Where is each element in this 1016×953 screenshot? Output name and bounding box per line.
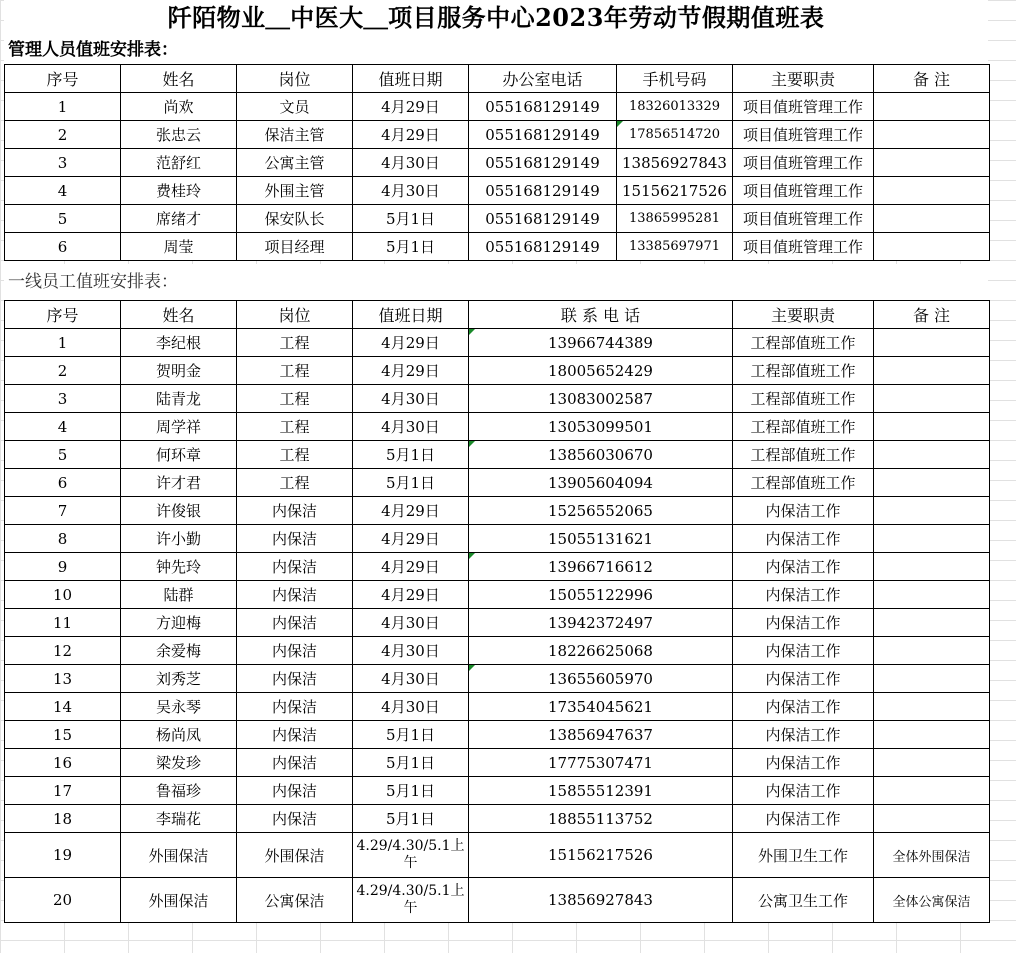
cell-duty: 外围卫生工作 bbox=[733, 833, 874, 878]
cell-note bbox=[874, 385, 990, 413]
cell-phone: 18005652429 bbox=[469, 357, 733, 385]
cell-no: 15 bbox=[5, 721, 121, 749]
cell-date: 4月30日 bbox=[353, 413, 469, 441]
cell-phone: 13856947637 bbox=[469, 721, 733, 749]
cell-date: 4.29/4.30/5.1上午 bbox=[353, 878, 469, 923]
cell-phone: 13856927843 bbox=[469, 878, 733, 923]
cell-name: 钟先玲 bbox=[121, 553, 237, 581]
column-header: 备 注 bbox=[874, 65, 990, 93]
cell-no: 14 bbox=[5, 693, 121, 721]
cell-date: 4月29日 bbox=[353, 357, 469, 385]
cell-duty: 工程部值班工作 bbox=[733, 413, 874, 441]
table-row bbox=[5, 721, 990, 749]
cell-name: 李瑞花 bbox=[121, 805, 237, 833]
table-row bbox=[5, 637, 990, 665]
table-row bbox=[5, 149, 990, 177]
cell-no: 18 bbox=[5, 805, 121, 833]
cell-phone: 15855512391 bbox=[469, 777, 733, 805]
cell-note bbox=[874, 693, 990, 721]
cell-phone: 15055122996 bbox=[469, 581, 733, 609]
cell-date: 4月29日 bbox=[353, 93, 469, 121]
cell-date: 4.29/4.30/5.1上午 bbox=[353, 833, 469, 878]
cell-no: 6 bbox=[5, 469, 121, 497]
cell-name: 杨尚凤 bbox=[121, 721, 237, 749]
cell-mobile: 18326013329 bbox=[617, 93, 733, 121]
cell-name: 外围保洁 bbox=[121, 878, 237, 923]
cell-post: 保安队长 bbox=[237, 205, 353, 233]
cell-post: 保洁主管 bbox=[237, 121, 353, 149]
table-row bbox=[5, 357, 990, 385]
column-header: 岗位 bbox=[237, 65, 353, 93]
cell-name: 刘秀芝 bbox=[121, 665, 237, 693]
cell-date: 4月29日 bbox=[353, 121, 469, 149]
cell-no: 16 bbox=[5, 749, 121, 777]
cell-name: 贺明金 bbox=[121, 357, 237, 385]
table-row bbox=[5, 93, 990, 121]
cell-phone: 17354045621 bbox=[469, 693, 733, 721]
cell-no: 7 bbox=[5, 497, 121, 525]
cell-office: 055168129149 bbox=[469, 93, 617, 121]
cell-no: 12 bbox=[5, 637, 121, 665]
table-row bbox=[5, 609, 990, 637]
cell-no: 19 bbox=[5, 833, 121, 878]
table-row bbox=[5, 205, 990, 233]
cell-note bbox=[874, 721, 990, 749]
table-row bbox=[5, 693, 990, 721]
cell-post: 项目经理 bbox=[237, 233, 353, 261]
table-row bbox=[5, 497, 990, 525]
cell-note bbox=[874, 777, 990, 805]
management-duty-table bbox=[4, 64, 990, 261]
table-row bbox=[5, 233, 990, 261]
cell-duty: 工程部值班工作 bbox=[733, 385, 874, 413]
cell-mobile: 13385697971 bbox=[617, 233, 733, 261]
cell-phone: 17775307471 bbox=[469, 749, 733, 777]
cell-post: 内保洁 bbox=[237, 525, 353, 553]
cell-post: 公寓主管 bbox=[237, 149, 353, 177]
cell-date: 4月30日 bbox=[353, 609, 469, 637]
table-row bbox=[5, 878, 990, 923]
table-header-row bbox=[5, 65, 990, 93]
cell-duty: 项目值班管理工作 bbox=[733, 177, 874, 205]
cell-post: 工程 bbox=[237, 413, 353, 441]
cell-duty: 内保洁工作 bbox=[733, 525, 874, 553]
cell-no: 9 bbox=[5, 553, 121, 581]
cell-date: 4月30日 bbox=[353, 693, 469, 721]
cell-duty: 公寓卫生工作 bbox=[733, 878, 874, 923]
table-row bbox=[5, 329, 990, 357]
cell-no: 11 bbox=[5, 609, 121, 637]
section-title-management: 管理人员值班安排表： bbox=[4, 36, 988, 64]
cell-date: 5月1日 bbox=[353, 777, 469, 805]
cell-name: 吴永琴 bbox=[121, 693, 237, 721]
table-row bbox=[5, 385, 990, 413]
column-header: 备 注 bbox=[874, 301, 990, 329]
cell-post: 工程 bbox=[237, 385, 353, 413]
table-row bbox=[5, 553, 990, 581]
cell-date: 4月30日 bbox=[353, 385, 469, 413]
column-header: 序号 bbox=[5, 301, 121, 329]
cell-no: 1 bbox=[5, 329, 121, 357]
cell-post: 内保洁 bbox=[237, 581, 353, 609]
cell-no: 4 bbox=[5, 413, 121, 441]
cell-no: 6 bbox=[5, 233, 121, 261]
cell-name: 许才君 bbox=[121, 469, 237, 497]
cell-note bbox=[874, 149, 990, 177]
table-row bbox=[5, 121, 990, 149]
table-row bbox=[5, 581, 990, 609]
cell-office: 055168129149 bbox=[469, 121, 617, 149]
cell-phone: 13942372497 bbox=[469, 609, 733, 637]
column-header: 姓名 bbox=[121, 65, 237, 93]
cell-date: 4月29日 bbox=[353, 553, 469, 581]
cell-note: 全体公寓保洁 bbox=[874, 878, 990, 923]
cell-post: 内保洁 bbox=[237, 777, 353, 805]
cell-note bbox=[874, 441, 990, 469]
cell-date: 5月1日 bbox=[353, 749, 469, 777]
table-row bbox=[5, 177, 990, 205]
cell-date: 4月30日 bbox=[353, 177, 469, 205]
cell-no: 5 bbox=[5, 441, 121, 469]
cell-date: 4月29日 bbox=[353, 581, 469, 609]
cell-date: 4月29日 bbox=[353, 329, 469, 357]
cell-phone: 13856030670 bbox=[469, 441, 733, 469]
cell-phone: 15055131621 bbox=[469, 525, 733, 553]
cell-duty: 内保洁工作 bbox=[733, 553, 874, 581]
cell-name: 鲁福珍 bbox=[121, 777, 237, 805]
page-title: 阡陌物业＿中医大＿项目服务中心2023年劳动节假期值班表 bbox=[4, 0, 988, 36]
table-row bbox=[5, 469, 990, 497]
cell-mobile: 15156217526 bbox=[617, 177, 733, 205]
cell-post: 外围保洁 bbox=[237, 833, 353, 878]
cell-duty: 工程部值班工作 bbox=[733, 357, 874, 385]
cell-duty: 内保洁工作 bbox=[733, 749, 874, 777]
cell-no: 17 bbox=[5, 777, 121, 805]
table-row bbox=[5, 777, 990, 805]
cell-duty: 工程部值班工作 bbox=[733, 329, 874, 357]
column-header: 序号 bbox=[5, 65, 121, 93]
cell-mobile: 13865995281 bbox=[617, 205, 733, 233]
cell-date: 5月1日 bbox=[353, 721, 469, 749]
cell-post: 内保洁 bbox=[237, 721, 353, 749]
cell-name: 陆群 bbox=[121, 581, 237, 609]
column-header: 主要职责 bbox=[733, 301, 874, 329]
cell-name: 尚欢 bbox=[121, 93, 237, 121]
cell-post: 工程 bbox=[237, 441, 353, 469]
cell-duty: 内保洁工作 bbox=[733, 693, 874, 721]
cell-no: 1 bbox=[5, 93, 121, 121]
cell-post: 内保洁 bbox=[237, 553, 353, 581]
column-header: 值班日期 bbox=[353, 301, 469, 329]
cell-phone: 15256552065 bbox=[469, 497, 733, 525]
cell-duty: 工程部值班工作 bbox=[733, 469, 874, 497]
cell-no: 13 bbox=[5, 665, 121, 693]
cell-phone: 13655605970 bbox=[469, 665, 733, 693]
cell-post: 内保洁 bbox=[237, 665, 353, 693]
column-header: 手机号码 bbox=[617, 65, 733, 93]
cell-duty: 内保洁工作 bbox=[733, 637, 874, 665]
cell-post: 内保洁 bbox=[237, 497, 353, 525]
cell-note bbox=[874, 177, 990, 205]
cell-name: 梁发珍 bbox=[121, 749, 237, 777]
cell-office: 055168129149 bbox=[469, 177, 617, 205]
cell-name: 许俊银 bbox=[121, 497, 237, 525]
cell-note bbox=[874, 469, 990, 497]
cell-note bbox=[874, 121, 990, 149]
table-header-row bbox=[5, 301, 990, 329]
cell-mobile: 13856927843 bbox=[617, 149, 733, 177]
cell-note bbox=[874, 609, 990, 637]
cell-duty: 内保洁工作 bbox=[733, 805, 874, 833]
cell-no: 20 bbox=[5, 878, 121, 923]
cell-note bbox=[874, 581, 990, 609]
cell-name: 周学祥 bbox=[121, 413, 237, 441]
table-row bbox=[5, 805, 990, 833]
cell-date: 4月29日 bbox=[353, 497, 469, 525]
cell-post: 外围主管 bbox=[237, 177, 353, 205]
cell-post: 工程 bbox=[237, 357, 353, 385]
cell-post: 文员 bbox=[237, 93, 353, 121]
cell-name: 周莹 bbox=[121, 233, 237, 261]
cell-duty: 内保洁工作 bbox=[733, 777, 874, 805]
cell-name: 余爱梅 bbox=[121, 637, 237, 665]
cell-name: 外围保洁 bbox=[121, 833, 237, 878]
cell-date: 4月29日 bbox=[353, 525, 469, 553]
cell-name: 许小勤 bbox=[121, 525, 237, 553]
cell-post: 内保洁 bbox=[237, 609, 353, 637]
cell-duty: 内保洁工作 bbox=[733, 665, 874, 693]
cell-phone: 13966716612 bbox=[469, 553, 733, 581]
cell-date: 4月30日 bbox=[353, 149, 469, 177]
cell-no: 2 bbox=[5, 121, 121, 149]
cell-note: 全体外围保洁 bbox=[874, 833, 990, 878]
cell-date: 5月1日 bbox=[353, 805, 469, 833]
table-row bbox=[5, 833, 990, 878]
cell-note bbox=[874, 413, 990, 441]
cell-duty: 项目值班管理工作 bbox=[733, 93, 874, 121]
table-row bbox=[5, 413, 990, 441]
cell-phone: 13083002587 bbox=[469, 385, 733, 413]
column-header: 岗位 bbox=[237, 301, 353, 329]
cell-phone: 13966744389 bbox=[469, 329, 733, 357]
table-row bbox=[5, 525, 990, 553]
cell-no: 3 bbox=[5, 385, 121, 413]
cell-note bbox=[874, 805, 990, 833]
cell-duty: 项目值班管理工作 bbox=[733, 149, 874, 177]
cell-note bbox=[874, 525, 990, 553]
cell-duty: 内保洁工作 bbox=[733, 721, 874, 749]
cell-phone: 13905604094 bbox=[469, 469, 733, 497]
cell-no: 10 bbox=[5, 581, 121, 609]
cell-duty: 内保洁工作 bbox=[733, 497, 874, 525]
cell-note bbox=[874, 329, 990, 357]
cell-name: 陆青龙 bbox=[121, 385, 237, 413]
cell-post: 内保洁 bbox=[237, 749, 353, 777]
cell-duty: 内保洁工作 bbox=[733, 581, 874, 609]
cell-phone: 13053099501 bbox=[469, 413, 733, 441]
cell-date: 4月30日 bbox=[353, 637, 469, 665]
cell-office: 055168129149 bbox=[469, 149, 617, 177]
cell-duty: 项目值班管理工作 bbox=[733, 233, 874, 261]
cell-mobile: 17856514720 bbox=[617, 121, 733, 149]
cell-post: 公寓保洁 bbox=[237, 878, 353, 923]
cell-date: 5月1日 bbox=[353, 205, 469, 233]
cell-note bbox=[874, 93, 990, 121]
cell-post: 内保洁 bbox=[237, 805, 353, 833]
cell-no: 5 bbox=[5, 205, 121, 233]
table-row bbox=[5, 749, 990, 777]
cell-name: 范舒红 bbox=[121, 149, 237, 177]
column-header: 联 系 电 话 bbox=[469, 301, 733, 329]
cell-no: 4 bbox=[5, 177, 121, 205]
staff-duty-table bbox=[4, 300, 990, 923]
cell-office: 055168129149 bbox=[469, 233, 617, 261]
table-row bbox=[5, 441, 990, 469]
cell-note bbox=[874, 637, 990, 665]
cell-no: 2 bbox=[5, 357, 121, 385]
cell-duty: 工程部值班工作 bbox=[733, 441, 874, 469]
cell-name: 席绪才 bbox=[121, 205, 237, 233]
cell-date: 5月1日 bbox=[353, 441, 469, 469]
cell-phone: 18226625068 bbox=[469, 637, 733, 665]
section-title-staff: 一线员工值班安排表： bbox=[4, 264, 988, 300]
cell-name: 张忠云 bbox=[121, 121, 237, 149]
column-header: 姓名 bbox=[121, 301, 237, 329]
cell-note bbox=[874, 357, 990, 385]
cell-date: 5月1日 bbox=[353, 233, 469, 261]
column-header: 值班日期 bbox=[353, 65, 469, 93]
cell-post: 工程 bbox=[237, 329, 353, 357]
cell-no: 3 bbox=[5, 149, 121, 177]
cell-note bbox=[874, 749, 990, 777]
cell-office: 055168129149 bbox=[469, 205, 617, 233]
cell-post: 内保洁 bbox=[237, 693, 353, 721]
cell-name: 何环章 bbox=[121, 441, 237, 469]
cell-duty: 项目值班管理工作 bbox=[733, 205, 874, 233]
cell-post: 内保洁 bbox=[237, 637, 353, 665]
cell-phone: 15156217526 bbox=[469, 833, 733, 878]
cell-date: 5月1日 bbox=[353, 469, 469, 497]
column-header: 主要职责 bbox=[733, 65, 874, 93]
cell-name: 费桂玲 bbox=[121, 177, 237, 205]
cell-note bbox=[874, 553, 990, 581]
column-header: 办公室电话 bbox=[469, 65, 617, 93]
cell-note bbox=[874, 205, 990, 233]
table-row bbox=[5, 665, 990, 693]
cell-phone: 18855113752 bbox=[469, 805, 733, 833]
cell-note bbox=[874, 233, 990, 261]
cell-duty: 项目值班管理工作 bbox=[733, 121, 874, 149]
cell-name: 方迎梅 bbox=[121, 609, 237, 637]
cell-post: 工程 bbox=[237, 469, 353, 497]
cell-duty: 内保洁工作 bbox=[733, 609, 874, 637]
cell-name: 李纪根 bbox=[121, 329, 237, 357]
cell-note bbox=[874, 665, 990, 693]
cell-date: 4月30日 bbox=[353, 665, 469, 693]
cell-no: 8 bbox=[5, 525, 121, 553]
cell-note bbox=[874, 497, 990, 525]
